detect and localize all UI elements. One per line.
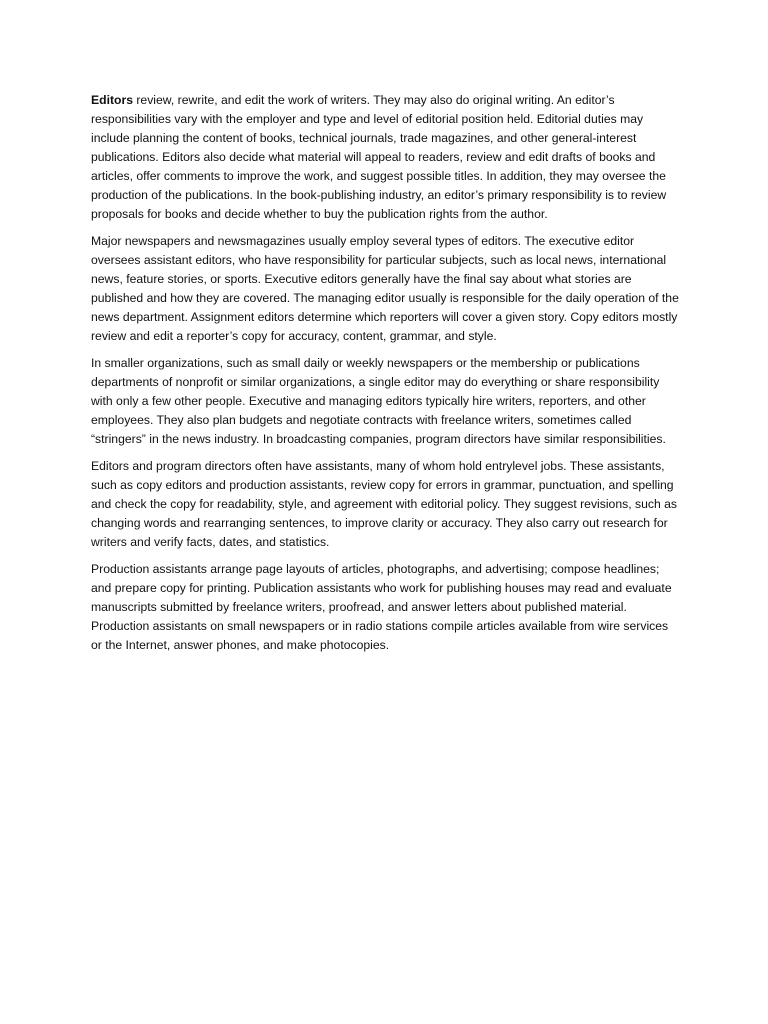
paragraph-text: In smaller organizations, such as small daily or weekly newspapers or the membership or publications departments of nonprofit or similar organizations, a single editor may do everything or share responsibility with only a few other people. Executive and managing editors typically hire writers, reporters, and other employees. They also plan budgets and negotiate contracts with freelance writers, sometimes called “stringers” in the news industry. In broadcasting companies, program directors have similar responsibilities. bbox=[91, 356, 666, 446]
paragraph-production-assistants bbox=[91, 560, 681, 655]
paragraph-smaller-organizations bbox=[91, 354, 681, 449]
paragraph-text: Major newspapers and newsmagazines usually employ several types of editors. The executive editor oversees assistant editors, who have responsibility for particular subjects, such as local news, international news, feature stories, or sports. Executive editors generally have the final say about what stories are published and how they are covered. The managing editor usually is responsible for the daily operation of the news department. Assignment editors determine which reporters will cover a given story. Copy editors mostly review and edit a reporter’s copy for accuracy, content, grammar, and style. bbox=[91, 234, 679, 343]
document-body bbox=[91, 91, 681, 663]
paragraph-editors bbox=[91, 91, 681, 224]
paragraph-newspaper-editors bbox=[91, 232, 681, 346]
paragraph-text: Production assistants arrange page layouts of articles, photographs, and advertising; compose headlines; and prepare copy for printing. Publication assistants who work for publishing houses may read and evaluate manuscripts submitted by freelance writers, proofread, and answer letters about published material. Production assistants on small newspapers or in radio stations compile articles available from wire services or the Internet, answer phones, and make photocopies. bbox=[91, 562, 672, 652]
paragraph-lead-term: Editors bbox=[91, 93, 133, 107]
paragraph-text: Editors and program directors often have assistants, many of whom hold entrylevel jobs. These assistants, such as copy editors and production assistants, review copy for errors in grammar, punctuation, and spelling and check the copy for readability, style, and agreement with editorial policy. They suggest revisions, such as changing words and rearranging sentences, to improve clarity or accuracy. They also carry out research for writers and verify facts, dates, and statistics. bbox=[91, 459, 677, 549]
paragraph-text: review, rewrite, and edit the work of writers. They may also do original writing. An editor’s responsibilities vary with the employer and type and level of editorial position held. Editorial duties may include planning the content of books, technical journals, trade magazines, and other general-interest publications. Editors also decide what material will appeal to readers, review and edit drafts of books and articles, offer comments to improve the work, and suggest possible titles. In addition, they may oversee the production of the publications. In the book-publishing industry, an editor’s primary responsibility is to review proposals for books and decide whether to buy the publication rights from the author. bbox=[91, 93, 667, 221]
paragraph-assistants bbox=[91, 457, 681, 552]
